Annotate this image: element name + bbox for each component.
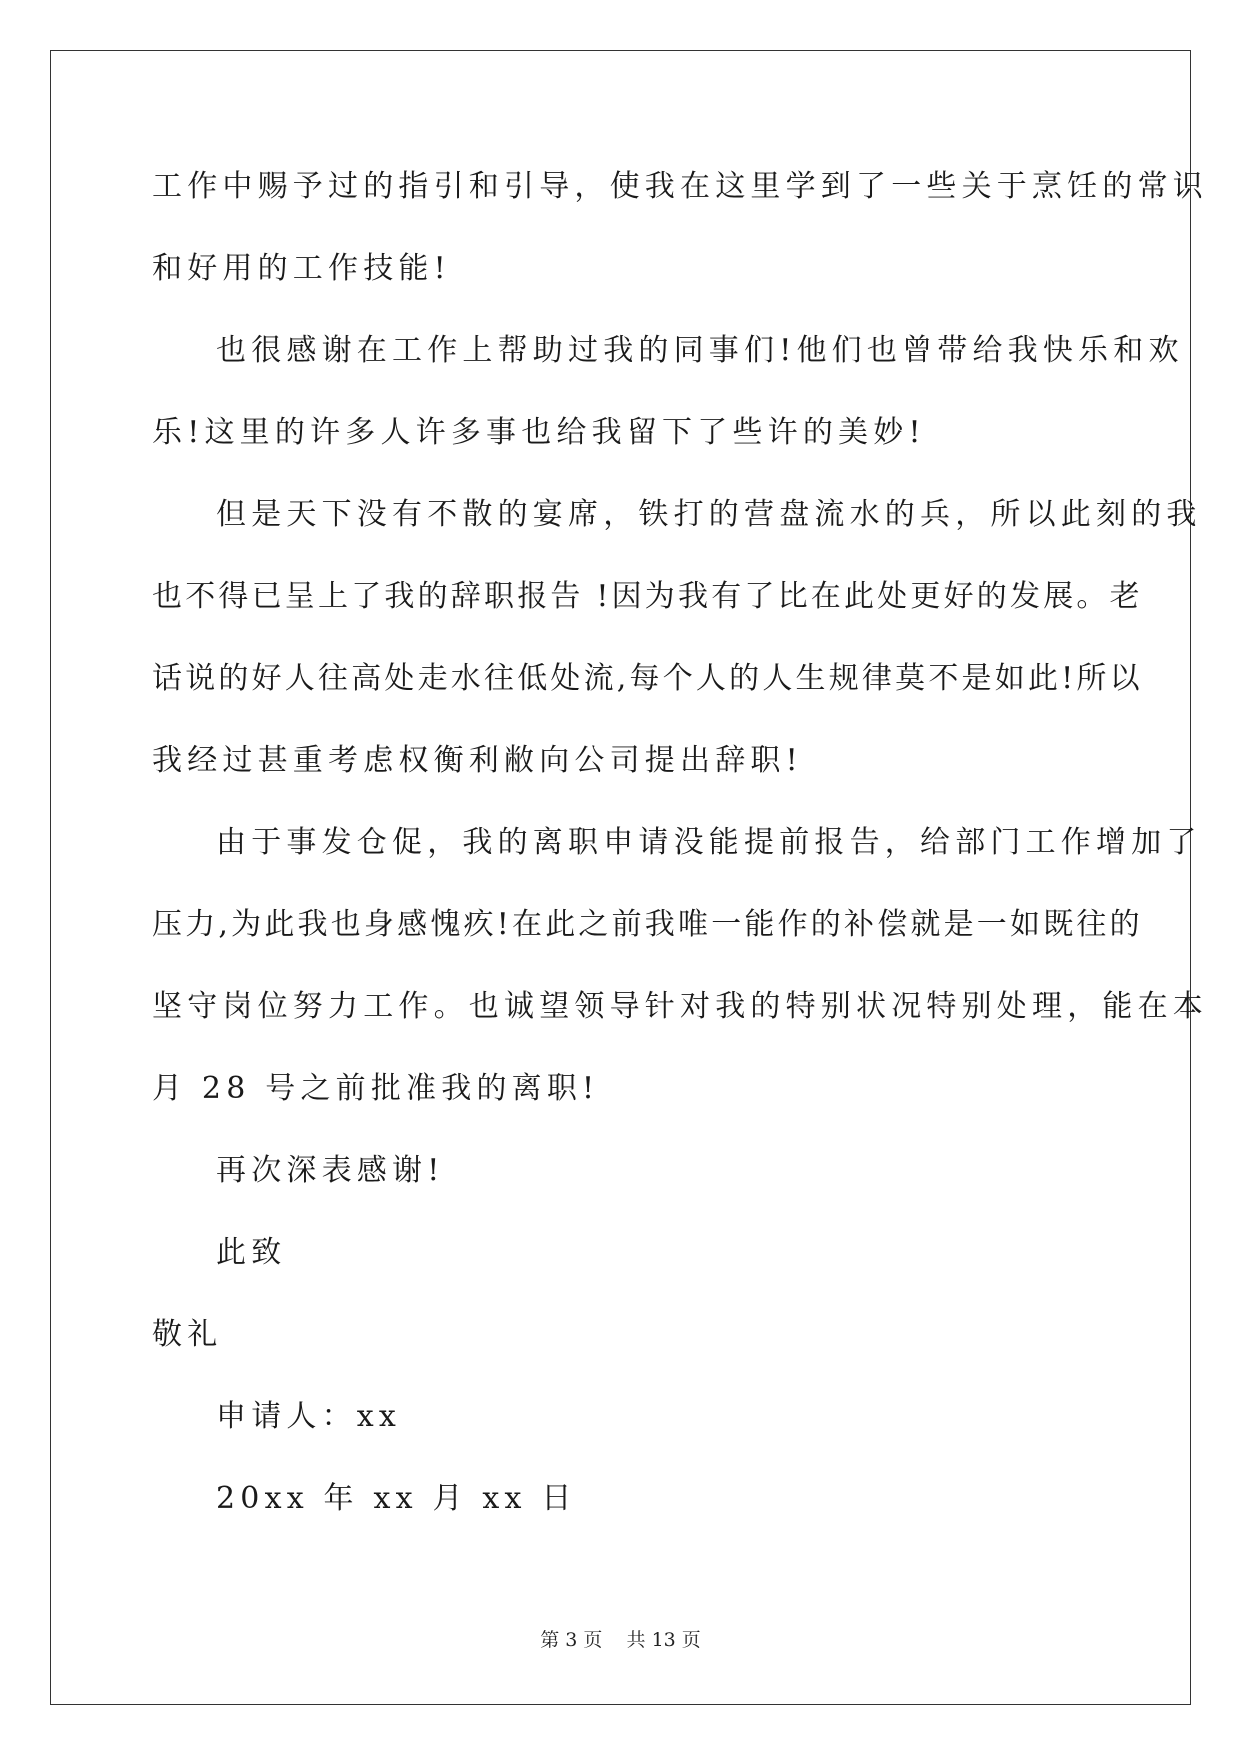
date-line: 20xx 年 xx 月 xx 日 xyxy=(216,1481,577,1516)
text-line: 话说的好人往高处走水往低处流,每个人的人生规律莫不是如此!所以 xyxy=(152,661,1143,696)
paragraph-start-line: 但是天下没有不散的宴席，铁打的营盘流水的兵，所以此刻的我 xyxy=(216,497,1202,532)
salutation-jingli: 敬礼 xyxy=(152,1317,223,1352)
document-body xyxy=(152,160,1208,1554)
text-line: 压力,为此我也身感愧疚!在此之前我唯一能作的补偿就是一如既往的 xyxy=(152,907,1143,942)
paragraph-start-line: 由于事发仓促，我的离职申请没能提前报告，给部门工作增加了 xyxy=(216,825,1202,860)
applicant-line: 申请人：xx xyxy=(216,1399,402,1434)
page-footer xyxy=(0,1625,1241,1652)
text-line: 坚守岗位努力工作。也诚望领导针对我的特别状况特别处理，能在本 xyxy=(152,989,1208,1024)
page-number: 第 3 页 xyxy=(540,1629,603,1651)
text-line: 和好用的工作技能! xyxy=(152,251,451,286)
salutation-cizhi: 此致 xyxy=(216,1235,287,1270)
text-line: 也不得已呈上了我的辞职报告 !因为我有了比在此处更好的发展。老 xyxy=(152,579,1143,614)
page-total: 共 13 页 xyxy=(626,1629,701,1651)
text-line: 工作中赐予过的指引和引导，使我在这里学到了一些关于烹饪的常识 xyxy=(152,169,1208,204)
text-line: 我经过甚重考虑权衡利敝向公司提出辞职! xyxy=(152,743,803,778)
paragraph-start-line: 也很感谢在工作上帮助过我的同事们!他们也曾带给我快乐和欢 xyxy=(216,333,1184,368)
closing-thanks: 再次深表感谢! xyxy=(216,1153,445,1188)
text-line: 乐!这里的许多人许多事也给我留下了些许的美妙! xyxy=(152,415,926,450)
text-line: 月 28 号之前批准我的离职! xyxy=(152,1071,600,1106)
